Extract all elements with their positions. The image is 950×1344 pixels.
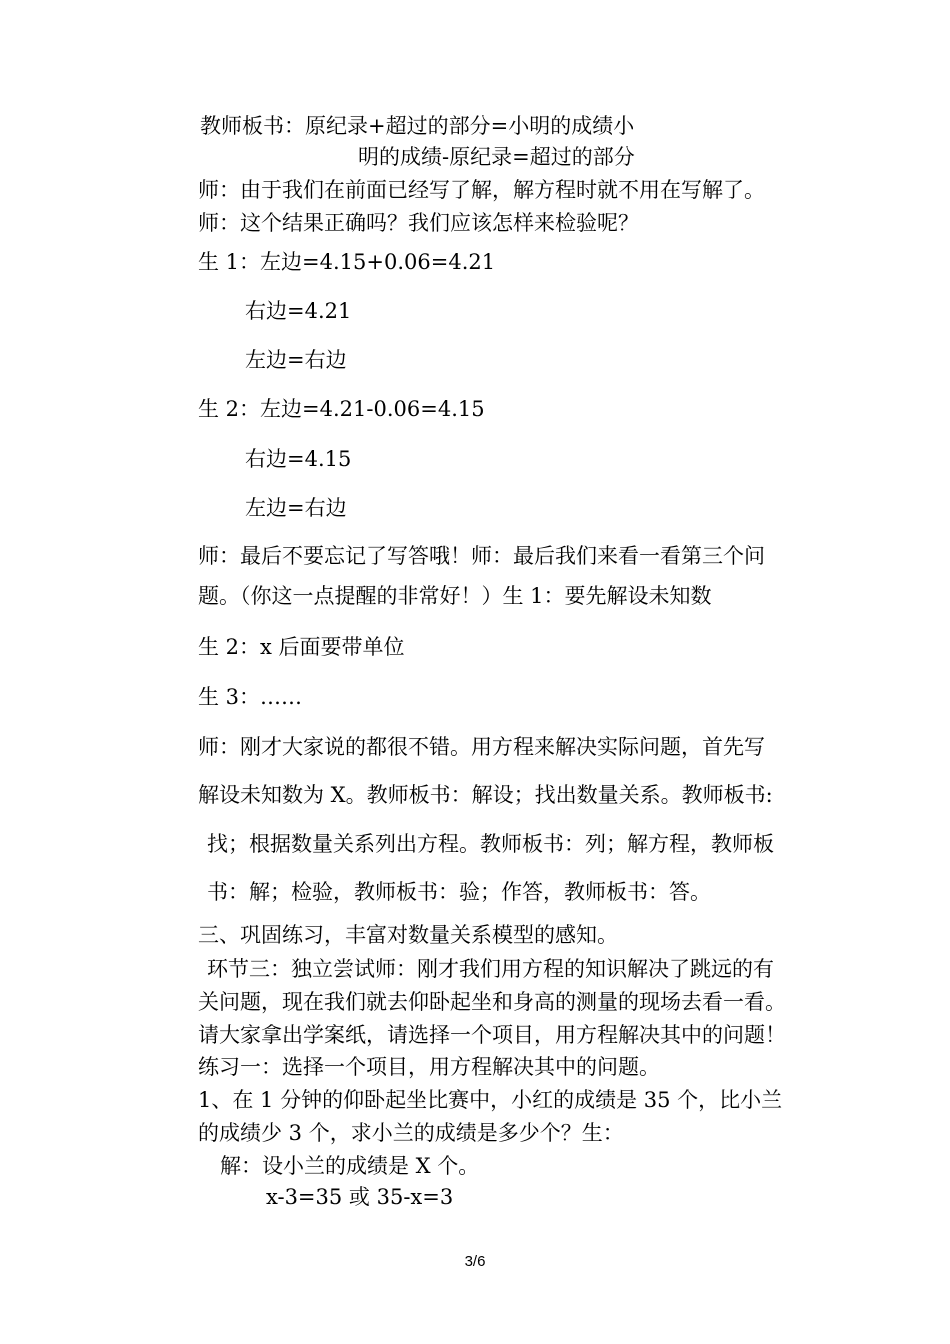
text-line: 请大家拿出学案纸，请选择一个项目，用方程解决其中的问题！ xyxy=(198,1023,786,1047)
text-line: 师：刚才大家说的都很不错。用方程来解决实际问题，首先写 xyxy=(198,735,765,759)
text-line: 练习一：选择一个项目，用方程解决其中的问题。 xyxy=(198,1055,660,1079)
text-line: 环节三：独立尝试师：刚才我们用方程的知识解决了跳远的有 xyxy=(207,957,774,981)
section-heading: 三、巩固练习，丰富对数量关系模型的感知。 xyxy=(198,923,618,947)
text-line: 找；根据数量关系列出方程。教师板书：列；解方程，教师板 xyxy=(207,832,774,856)
text-line: 师：这个结果正确吗？我们应该怎样来检验呢？ xyxy=(198,211,639,235)
text-line: 生 1：左边=4.15+0.06=4.21 xyxy=(198,250,496,274)
text-line: 生 3：…… xyxy=(198,685,303,709)
text-line: 生 2：x 后面要带单位 xyxy=(198,635,405,659)
text-line: 解：设小兰的成绩是 X 个。 xyxy=(220,1154,480,1178)
text-line: 右边=4.21 xyxy=(245,299,352,323)
equation-line: x-3=35 或 35-x=3 xyxy=(266,1185,454,1209)
text-line: 的成绩少 3 个，求小兰的成绩是多少个？生： xyxy=(198,1121,624,1145)
text-line: 1、在 1 分钟的仰卧起坐比赛中，小红的成绩是 35 个，比小兰 xyxy=(198,1088,783,1112)
page-number: 3/6 xyxy=(464,1253,486,1270)
text-line: 书：解；检验，教师板书：验；作答，教师板书：答。 xyxy=(207,880,711,904)
text-line: 师：最后不要忘记了写答哦！师：最后我们来看一看第三个问 xyxy=(198,544,765,568)
text-line: 关问题，现在我们就去仰卧起坐和身高的测量的现场去看一看。 xyxy=(198,990,786,1014)
text-line: 左边=右边 xyxy=(245,496,347,520)
text-line: 解设未知数为 X。教师板书：解设；找出数量关系。教师板书: xyxy=(198,783,773,807)
text-line: 题。（你这一点提醒的非常好！）生 1：要先解设未知数 xyxy=(198,584,712,608)
text-line: 明的成绩-原纪录=超过的部分 xyxy=(358,145,635,169)
text-line: 教师板书：原纪录+超过的部分=小明的成绩小 xyxy=(200,114,635,138)
text-line: 生 2：左边=4.21-0.06=4.15 xyxy=(198,397,485,421)
text-line: 右边=4.15 xyxy=(245,447,352,471)
text-line: 左边=右边 xyxy=(245,348,347,372)
text-line: 师：由于我们在前面已经写了解，解方程时就不用在写解了。 xyxy=(198,178,765,202)
